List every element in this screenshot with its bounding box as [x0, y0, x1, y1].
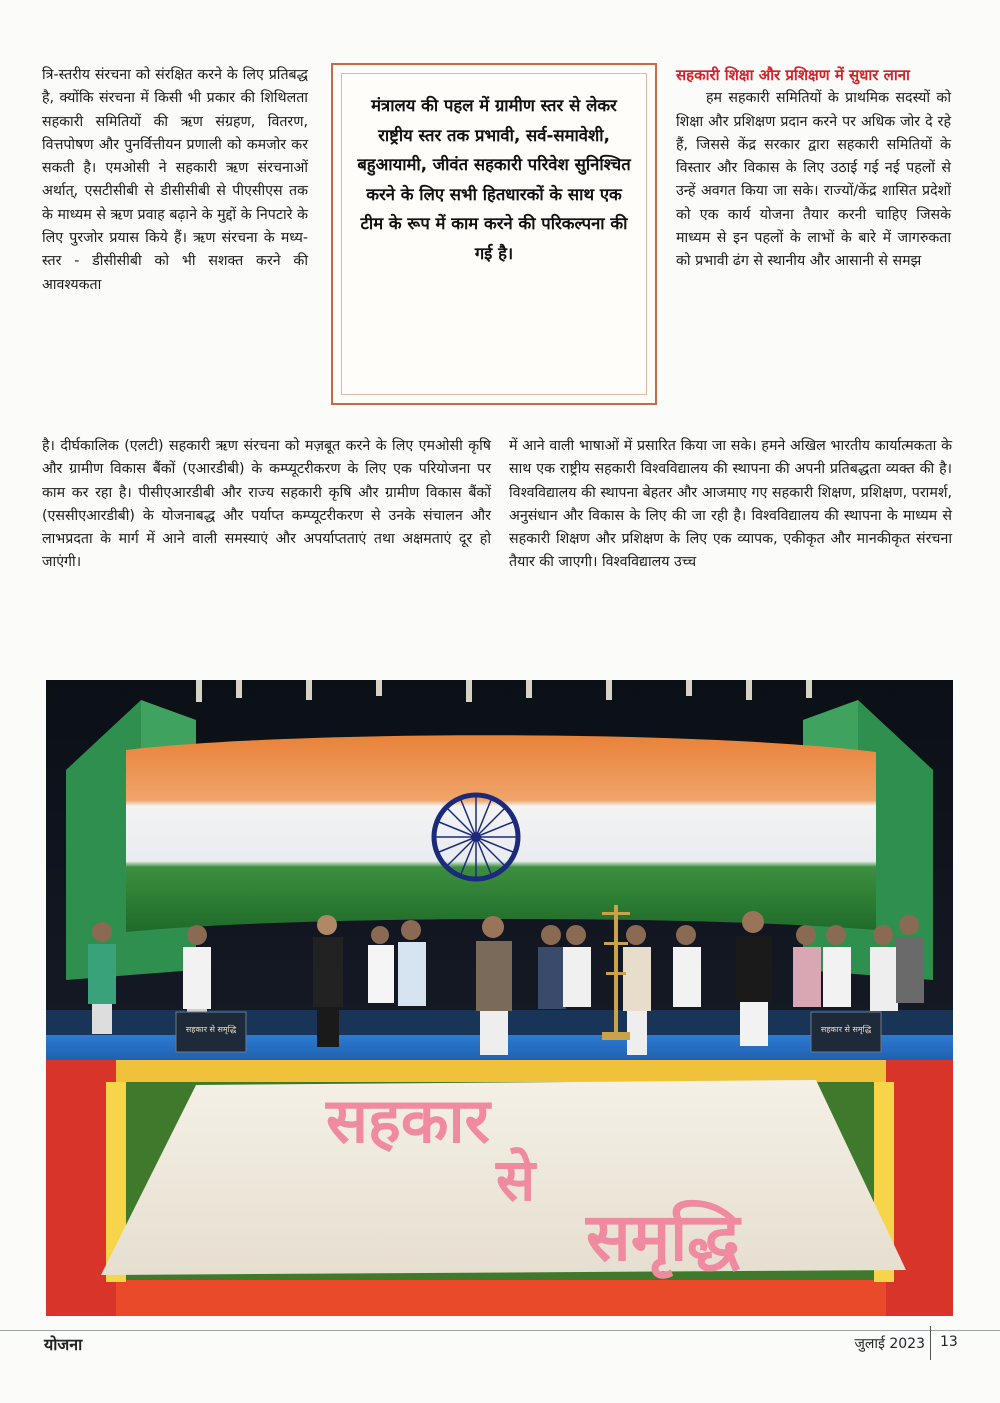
- podium-sign-left: सहकार से समृद्धि: [185, 1025, 237, 1034]
- right-bottom-text: में आने वाली भाषाओं में प्रसारित किया जा सके। हमने अखिल भारतीय कार्यात्मकता के साथ एक राष्ट्रीय सहकारी विश्वविद्यालय की स्थापना की अपनी प्रतिबद्धता व्यक्त की है। विश्वविद्यालय की स्थापना बेहतर और आजमाए गए सहकारी शिक्षण, प्रशिक्षण, परामर्श, अनुसंधान और विकास के लिए की जा रही है। विश्वविद्यालय की स्थापना के माध्यम से सहकारी शिक्षण और प्रशिक्षण के लिए एक व्यापक, एकीकृत और मानकीकृत संरचना तैयार की जाएगी। विश्वविद्यालय उच्च: [509, 438, 952, 571]
- floral-text-line3: समृद्धि: [586, 1199, 740, 1276]
- footer-page-number: 13: [940, 1334, 958, 1350]
- right-column-text: हम सहकारी समितियों के प्राथमिक सदस्यों को शिक्षा और प्रशिक्षण प्रदान करने पर अधिक जोर दे रहे हैं, जिससे केंद्र सरकार द्वारा सहकारी समितियों के विस्तार और विकास के लिए उठाई गई नई पहलों से उन्हें अवगत किया जा सके। राज्यों/केंद्र शासित प्रदेशों को एक कार्य योजना तैयार करनी चाहिए जिसके माध्यम से इन पहलों के लाभों के बारे में जागरुकता को प्रभावी ढंग से स्थानीय और आसानी से समझ: [676, 90, 951, 270]
- event-photo: [46, 680, 953, 1316]
- podium-right: [811, 1012, 881, 1052]
- floral-text-line1: सहकार: [326, 1084, 490, 1157]
- section-heading: सहकारी शिक्षा और प्रशिक्षण में सुधार लाना: [676, 66, 910, 84]
- footer-magazine-name: योजना: [44, 1335, 83, 1354]
- footer-rule: [0, 1330, 1000, 1331]
- pull-quote-box: [331, 63, 657, 405]
- podium-left: [176, 1012, 246, 1052]
- floral-carpet: [101, 1080, 906, 1279]
- pull-quote-text: मंत्रालय की पहल में ग्रामीण स्तर से लेकर राष्ट्रीय स्तर तक प्रभावी, सर्व-समावेशी, बहुआयामी, जीवंत सहकारी परिवेश सुनिश्चित करने के लिए सभी हितधारकों के साथ एक टीम के रूप में काम करने की परिकल्पना की गई है।: [357, 96, 631, 263]
- right-column: [676, 64, 951, 274]
- left-column-text: त्रि-स्तरीय संरचना को संरक्षित करने के लिए प्रतिबद्ध है, क्योंकि संरचना में किसी भी प्रकार की शिथिलता सहकारी समितियों की ऋण संग्रहण, वितरण, वित्तपोषण और पुनर्वित्तीयन प्रणाली को कमजोर कर सकती है। एमओसी ने सहकारी ऋण संरचनाओं अर्थात्, एसटीसीबी से डीसीसीबी से पीएसीएस तक के माध्यम से ऋण प्रवाह बढ़ाने के मुद्दों के निपटारे के लिए पुरजोर प्रयास किये हैं। ऋण संरचना के मध्य-स्तर - डीसीसीबी को भी सशक्त करने की आवश्यकता: [42, 67, 308, 293]
- footer-issue-date: जुलाई 2023: [854, 1336, 925, 1352]
- flag-backdrop: [126, 735, 876, 932]
- floral-text-line2: से: [496, 1146, 536, 1214]
- left-bottom-text: है। दीर्घकालिक (एलटी) सहकारी ऋण संरचना को मज़बूत करने के लिए एमओसी कृषि और ग्रामीण विकास बैंकों (एआरडीबी) के कम्प्यूटरीकरण के लिए एक परियोजना पर काम कर रहा है। पीसीएआरडीबी और राज्य सहकारी कृषि और ग्रामीण विकास बैंकों (एससीएआरडीबी) के योजनाबद्ध और पर्याप्त कम्प्यूटरीकरण से उनके संचालन और लाभप्रदता के मार्ग में आने वाली समस्याएं और अपर्याप्तताएं तथा अक्षमताएं दूर हो जाएंगी।: [42, 438, 491, 571]
- footer-separator: [930, 1326, 931, 1360]
- podium-sign-right: सहकार से समृद्धि: [820, 1025, 872, 1034]
